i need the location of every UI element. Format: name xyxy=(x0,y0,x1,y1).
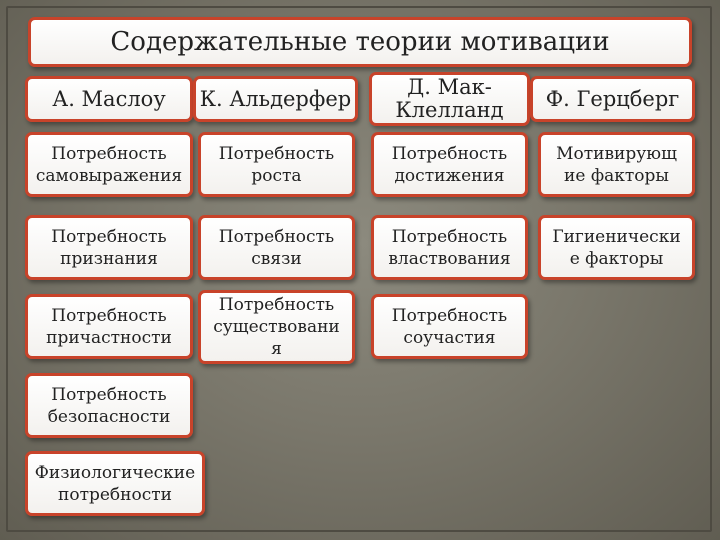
mcclelland-need-box: Потребность достижения xyxy=(371,132,528,197)
alderfer-need-box: Потребность связи xyxy=(198,215,355,280)
maslow-need-box: Потребность самовыражения xyxy=(25,132,193,197)
column-header-herzberg: Ф. Герцберг xyxy=(530,76,695,122)
diagram-title-text: Содержательные теории мотивации xyxy=(110,27,610,57)
alderfer-need-box: Потребность существовани я xyxy=(198,290,355,364)
diagram-title xyxy=(28,17,692,67)
mcclelland-need-box: Потребность соучастия xyxy=(371,294,528,359)
maslow-need-box: Физиологические потребности xyxy=(25,451,205,516)
column-header-maslow: А. Маслоу xyxy=(25,76,193,122)
herzberg-factor-box: Гигиенически е факторы xyxy=(538,215,695,280)
mcclelland-need-box: Потребность властвования xyxy=(371,215,528,280)
alderfer-need-box: Потребность роста xyxy=(198,132,355,197)
column-header-alderfer: К. Альдерфер xyxy=(193,76,358,122)
maslow-need-box: Потребность причастности xyxy=(25,294,193,359)
maslow-need-box: Потребность признания xyxy=(25,215,193,280)
column-header-mcclelland: Д. Мак- Клелланд xyxy=(369,72,530,126)
maslow-need-box: Потребность безопасности xyxy=(25,373,193,438)
herzberg-factor-box: Мотивирующ ие факторы xyxy=(538,132,695,197)
